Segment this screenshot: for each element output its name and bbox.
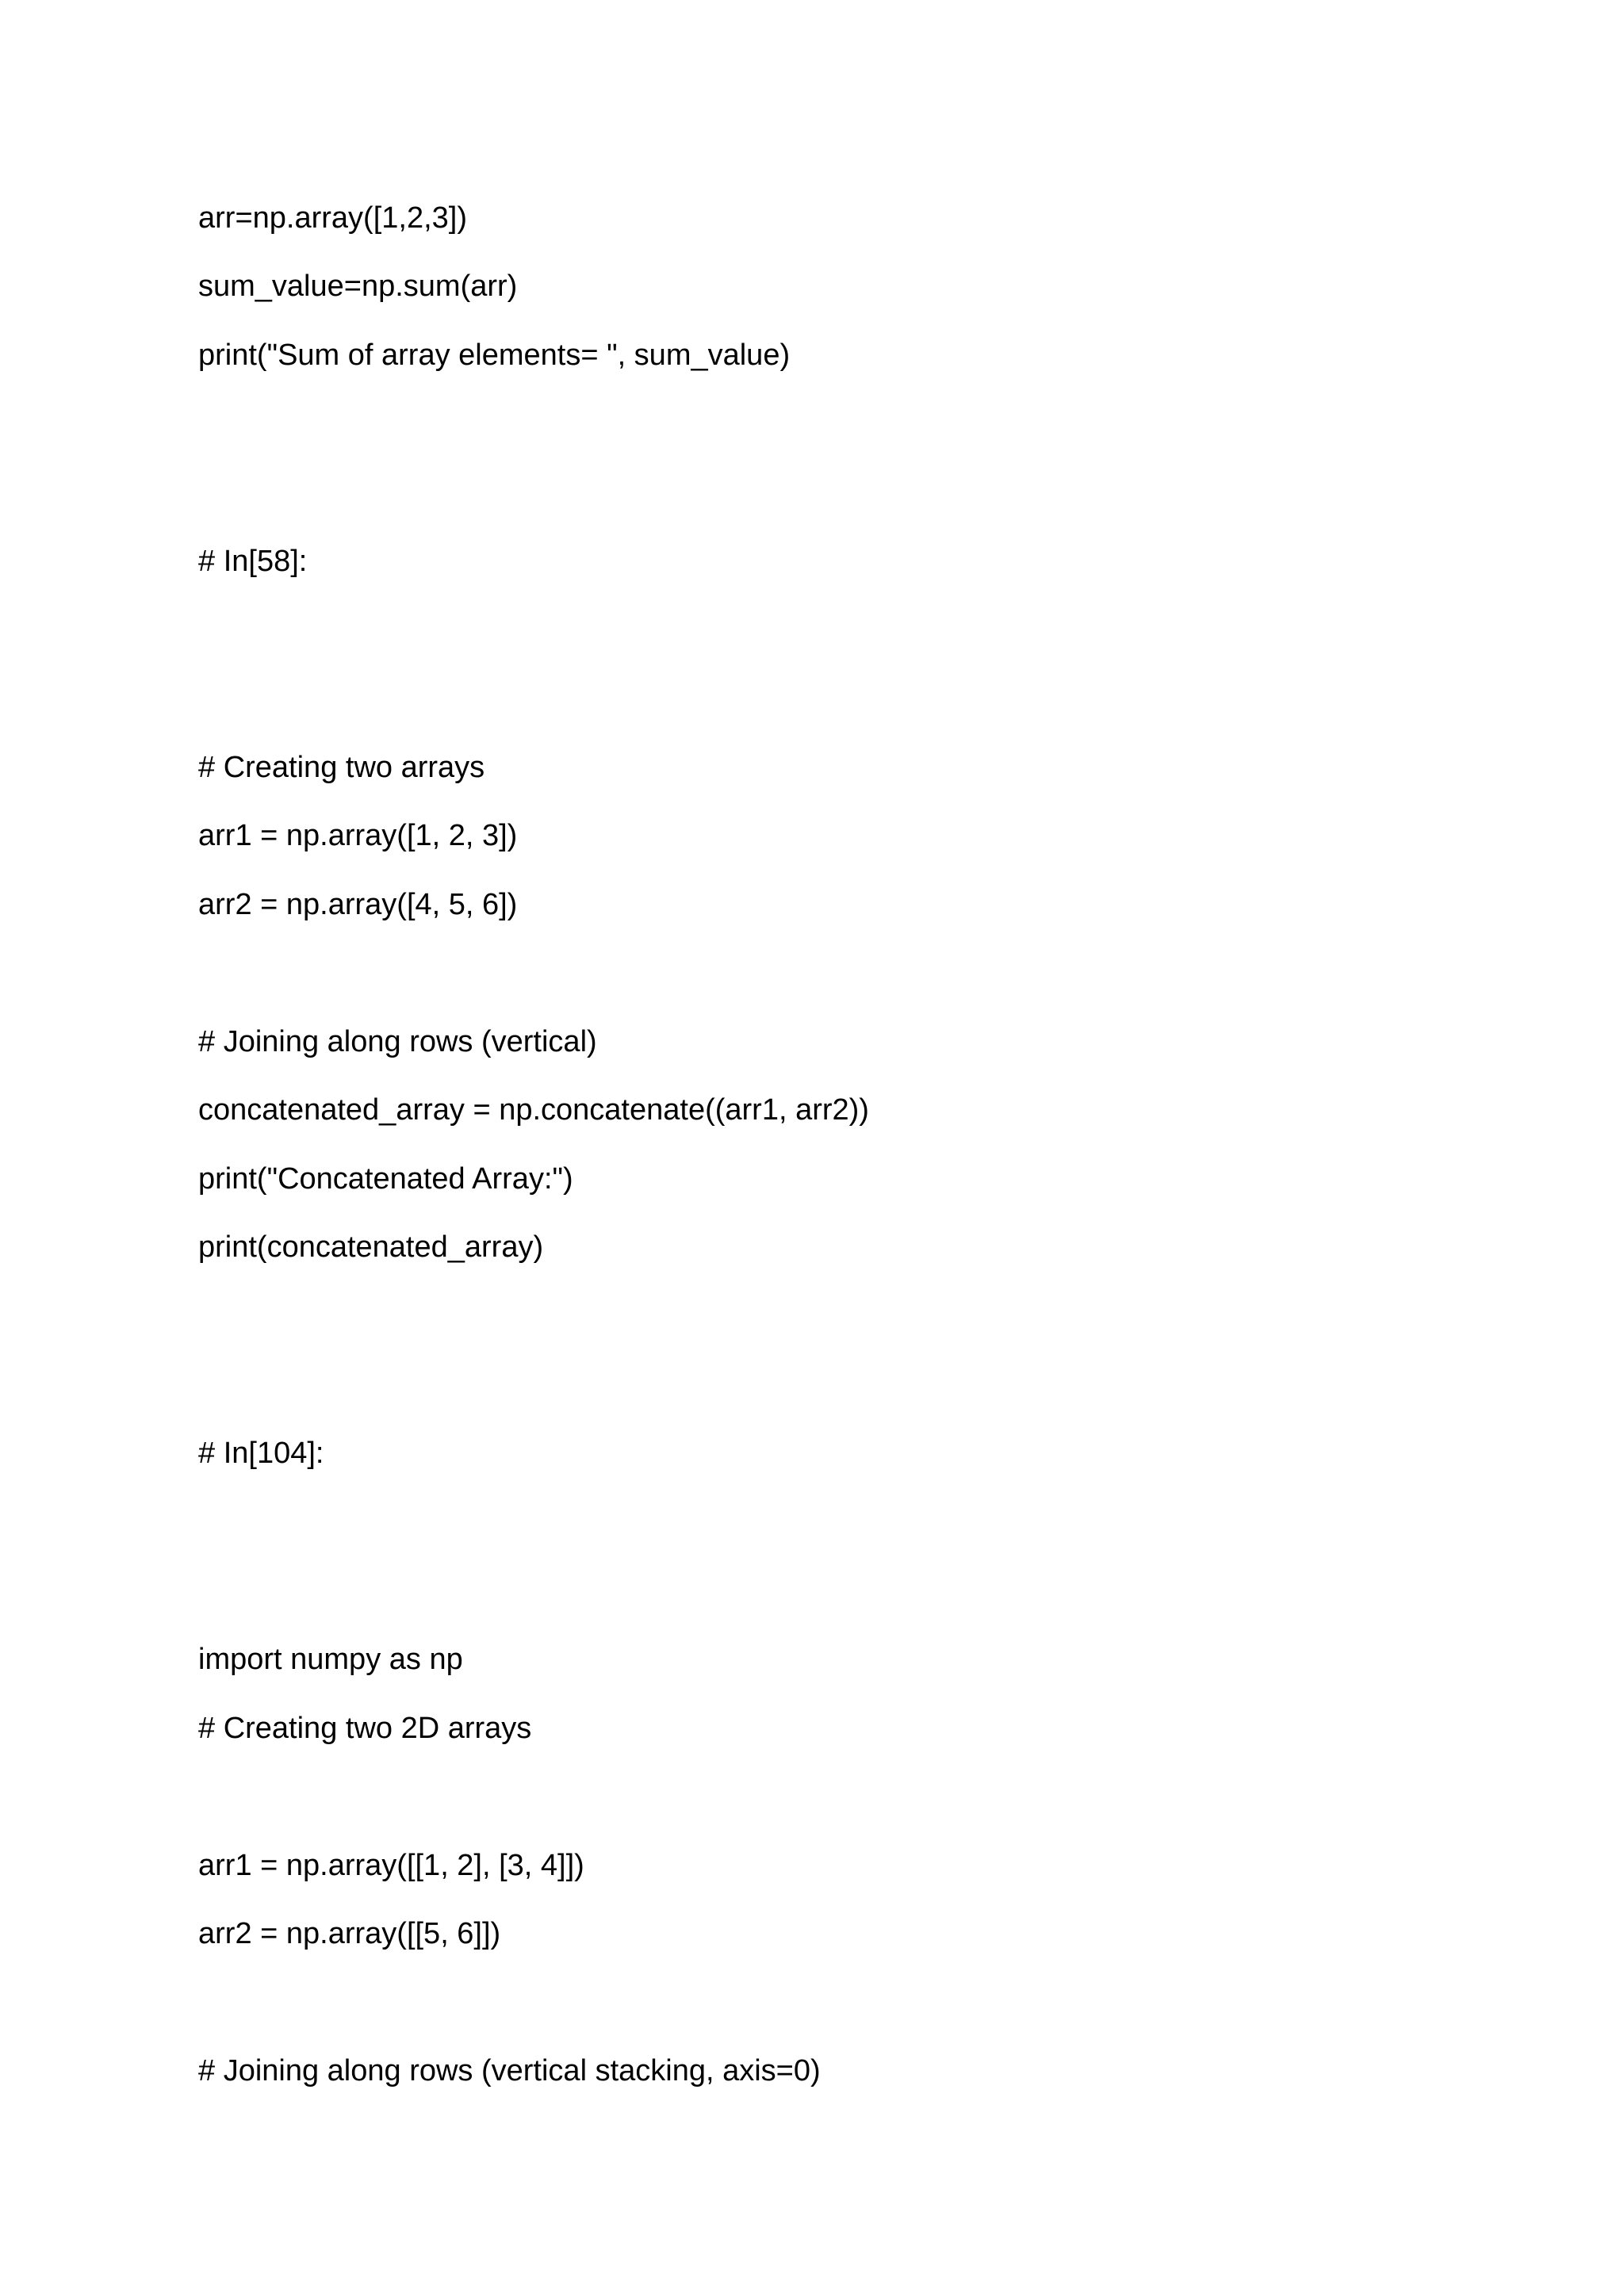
code-line: concatenated_array = np.concatenate((arr1, arr2)) [198, 1093, 869, 1127]
code-line: arr1 = np.array([[1, 2], [3, 4]]) [198, 1849, 584, 1882]
code-line: arr2 = np.array([[5, 6]]) [198, 1917, 501, 1950]
code-comment: # Creating two 2D arrays [198, 1712, 532, 1745]
code-line: arr=np.array([1,2,3]) [198, 201, 467, 235]
code-line: sum_value=np.sum(arr) [198, 270, 518, 303]
code-comment: # Joining along rows (vertical) [198, 1025, 597, 1058]
code-line: print(concatenated_array) [198, 1230, 544, 1264]
code-line: print("Sum of array elements= ", sum_value) [198, 339, 791, 372]
code-line: print("Concatenated Array:") [198, 1162, 573, 1196]
cell-marker: # In[104]: [198, 1437, 324, 1470]
code-comment: # Creating two arrays [198, 751, 485, 784]
code-line: import numpy as np [198, 1643, 463, 1676]
code-line: arr1 = np.array([1, 2, 3]) [198, 819, 518, 852]
code-comment: # Joining along rows (vertical stacking, axis=0) [198, 2054, 821, 2087]
cell-marker: # In[58]: [198, 545, 308, 578]
code-line: arr2 = np.array([4, 5, 6]) [198, 888, 518, 921]
